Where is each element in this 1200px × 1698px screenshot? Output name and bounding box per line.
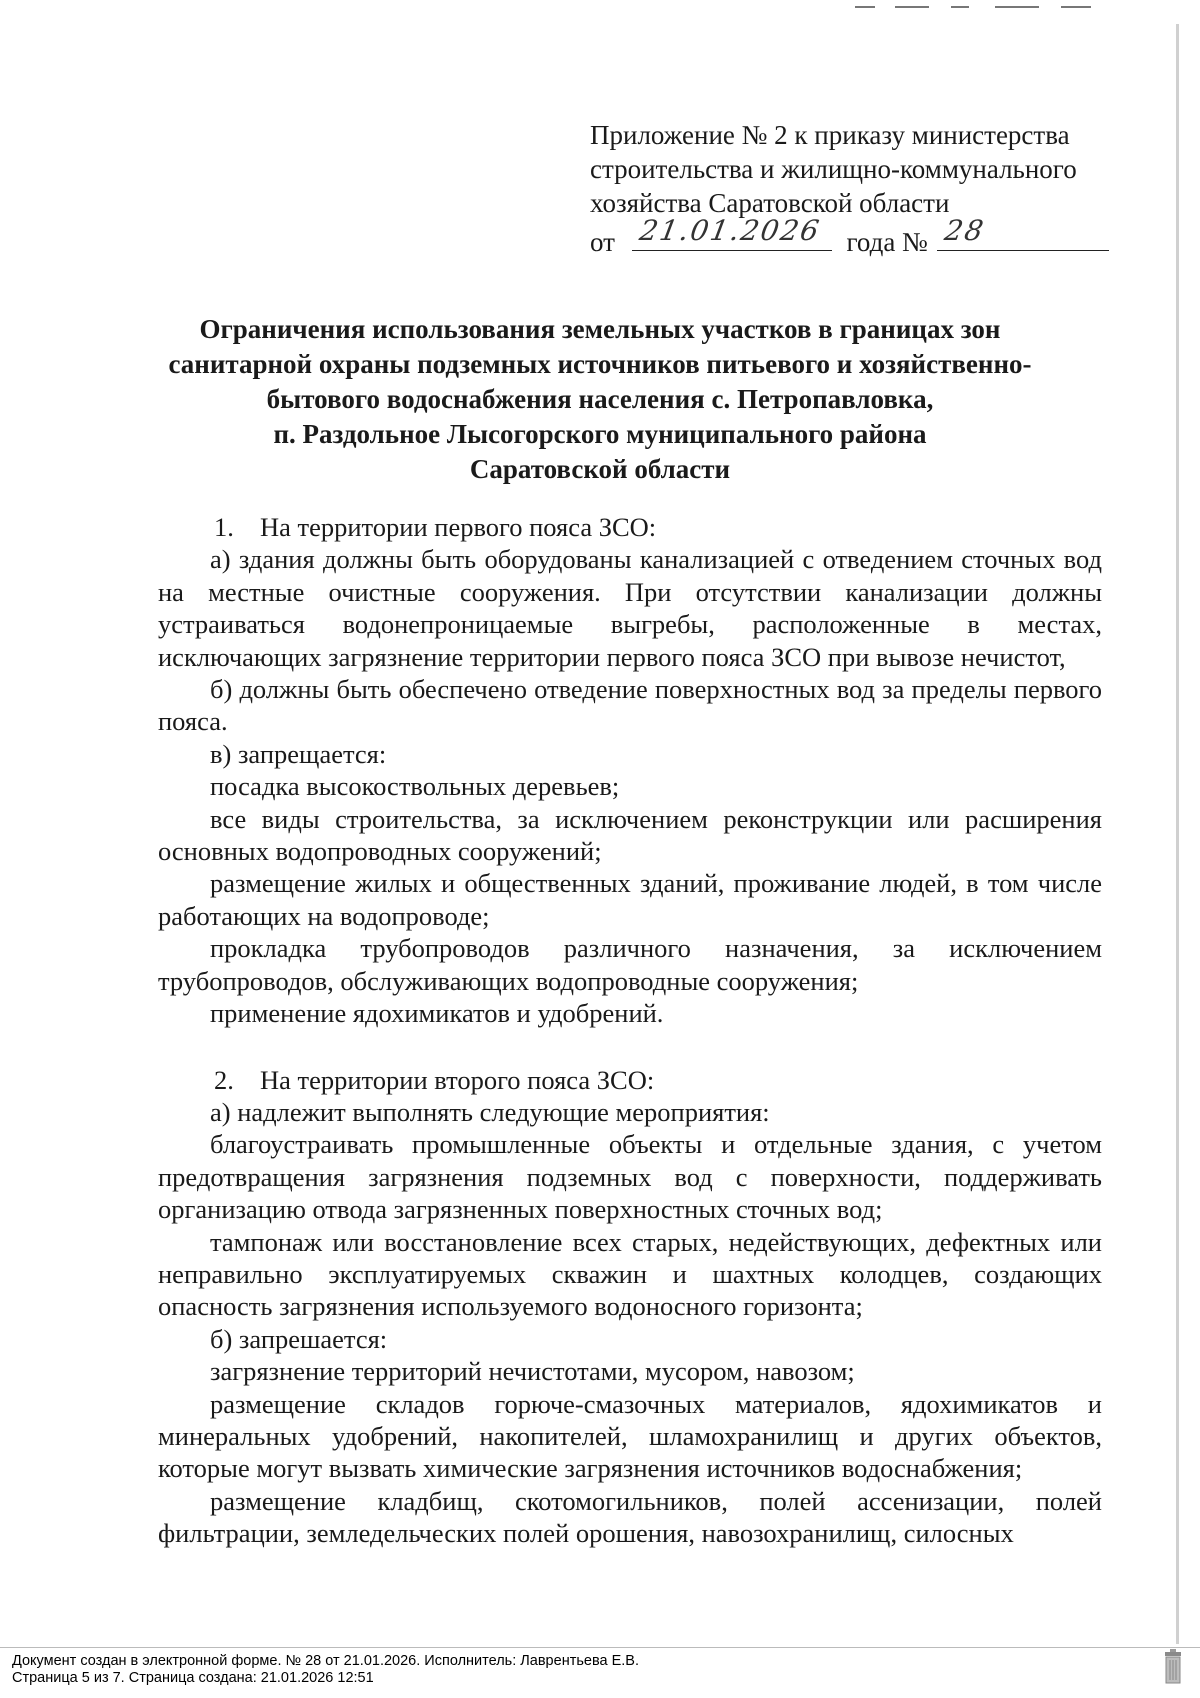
- section-gap: [158, 1030, 1102, 1064]
- section-2-paragraph: размещение кладбищ, скотомогильников, полей ассенизации, полей фильтрации, земледельческих полей орошения, навозохранилищ, силосных: [158, 1485, 1102, 1549]
- year-label: года №: [846, 227, 928, 257]
- document-body: [158, 511, 1102, 1550]
- scan-edge: [1176, 24, 1179, 1644]
- handwritten-number: 28: [941, 214, 988, 247]
- appendix-header: [590, 118, 1110, 259]
- section-2-paragraph: а) надлежит выполнять следующие мероприятия:: [210, 1096, 770, 1127]
- section-1-paragraph: посадка высокоствольных деревьев;: [210, 771, 620, 802]
- section-2-paragraph: загрязнение территорий нечистотами, мусором, навозом;: [210, 1356, 855, 1387]
- section-2-paragraph: размещение складов горюче-смазочных материалов, ядохимикатов и минеральных удобрений, накопителей, шламохранилищ и других объектов, которые могут вызвать химические загрязнения источников водоснабжения;: [158, 1388, 1102, 1484]
- section-1-heading-text: На территории первого пояса ЗСО:: [260, 512, 657, 542]
- date-field: [632, 214, 832, 251]
- section-2-paragraph: благоустраивать промышленные объекты и отдельные здания, с учетом предотвращения загрязнения подземных вод с поверхности, поддерживать организацию отвода загрязненных поверхностных сточных вод;: [158, 1129, 1102, 1225]
- section-1-paragraph: а) здания должны быть оборудованы канализацией с отведением сточных вод на местные очистные сооружения. При отсутствии канализации должны устраиваться водонепроницаемые выгребы, расположенные в местах, исключающих загрязнение территории первого пояса ЗСО при вывозе нечистот,: [158, 544, 1102, 672]
- section-1-paragraph: применение ядохимикатов и удобрений.: [210, 998, 664, 1029]
- appendix-line-2: строительства и жилищно-коммунального: [590, 154, 1077, 184]
- footer-divider: [0, 1647, 1200, 1648]
- number-field: [937, 214, 1109, 251]
- appendix-line-3: хозяйства Саратовской области: [590, 188, 950, 218]
- footer-line-1: Документ создан в электронной форме. № 28 от 21.01.2026. Исполнитель: Лаврентьева Е.В.: [12, 1653, 639, 1669]
- section-1-paragraph: прокладка трубопроводов различного назначения, за исключением трубопроводов, обслуживающих водопроводные сооружения;: [158, 933, 1102, 996]
- document-title: [150, 312, 1050, 487]
- section-1-paragraph: в) запрещается:: [210, 738, 387, 769]
- section-2-number: 2.: [214, 1064, 234, 1095]
- title-line-1: Ограничения использования земельных участков в границах зон: [199, 314, 1001, 344]
- title-line-3: бытового водоснабжения населения с. Петропавловка,: [266, 384, 934, 414]
- title-line-5: Саратовской области: [469, 454, 731, 484]
- handwritten-date: 21.01.2026: [636, 214, 824, 247]
- scan-marks: [855, 6, 1105, 10]
- title-line-4: п. Раздольное Лысогорского муниципального района: [273, 419, 927, 449]
- section-1-paragraph: б) должны быть обеспечено отведение поверхностных вод за пределы первого пояса.: [158, 674, 1102, 737]
- electronic-document-footer: [12, 1653, 639, 1687]
- footer-line-2: Страница 5 из 7. Страница создана: 21.01.2026 12:51: [12, 1670, 374, 1686]
- trash-bin-icon: [1163, 1648, 1183, 1686]
- appendix-date-line: [590, 214, 1110, 259]
- section-2-heading-text: На территории второго пояса ЗСО:: [260, 1064, 655, 1095]
- section-1-paragraph: все виды строительства, за исключением реконструкции или расширения основных водопроводных сооружений;: [158, 803, 1102, 867]
- title-line-2: санитарной охраны подземных источников питьевого и хозяйственно-: [168, 349, 1032, 379]
- section-2-paragraph: б) запрешается:: [210, 1323, 388, 1354]
- date-prefix: от: [590, 227, 615, 257]
- section-2-heading: [158, 1064, 1102, 1096]
- section-2-paragraph: тампонаж или восстановление всех старых, недействующих, дефектных или неправильно эксплуатируемых скважин и шахтных колодцев, создающих опасность загрязнения используемого водоносного горизонта;: [158, 1226, 1102, 1322]
- appendix-line-1: Приложение № 2 к приказу министерства: [590, 120, 1070, 150]
- section-1-heading: [158, 511, 1102, 543]
- section-1-number: 1.: [214, 512, 234, 542]
- section-1-paragraph: размещение жилых и общественных зданий, проживание людей, в том числе работающих на водопроводе;: [158, 868, 1102, 931]
